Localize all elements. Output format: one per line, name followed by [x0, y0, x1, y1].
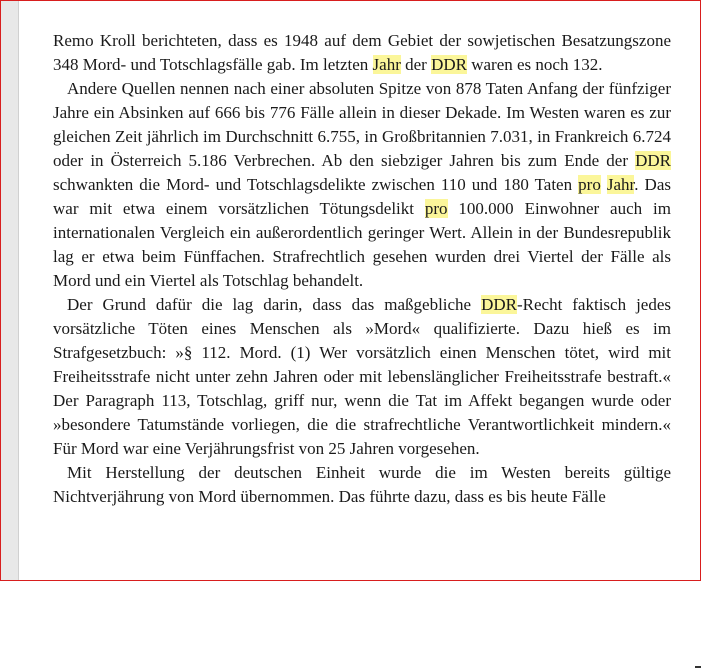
text-run: -Recht faktisch jedes vorsätzliche Töten eines Menschen als »Mord« qualifizierte. Dazu hieß es im Strafgesetzbuch: »§ 112. Mord. (1) Wer vorsätzlich einen Menschen tötet, wird mit Freiheitsstrafe nicht unter zehn Jahren oder mit lebenslänglicher Freiheitsstrafe bestraft.« Der Paragraph 113, Totschlag, griff nur, wenn die Tat im Affekt begangen wurde oder »besondere Tatumstände vorliegen, die die strafrechtliche Verantwortlichkeit mindern.« Für Mord war eine Verjährungsfrist von 25 Jahren vorgesehen.: [53, 295, 671, 458]
paragraph: [53, 293, 671, 461]
text-run: . Das war mit etwa einem vorsätzlichen Tötungsdelikt: [53, 175, 671, 218]
text-run: Der Grund dafür die lag darin, dass das maßgebliche: [67, 295, 482, 314]
text-run: Mit Herstellung der deutschen Einheit wurde die im Westen bereits gültige Nichtverjährung von Mord übernommen. Das führte dazu, dass es bis heute Fälle: [53, 463, 671, 506]
search-highlight: DDR: [481, 295, 517, 314]
search-highlight: Jahr: [606, 175, 635, 194]
search-highlight: pro: [424, 199, 448, 218]
paragraph: [53, 461, 671, 509]
text-run: 100.000 Einwohner auch im internationalen Vergleich ein außerordentlich geringer Wert. Allein in der Bundesrepublik lag er etwa beim Fünffachen. Strafrechtlich gesehen wurden drei Viertel der Fälle als Mord und ein Viertel als Totschlag behandelt.: [53, 199, 671, 290]
search-highlight: DDR: [431, 55, 467, 74]
search-highlight: Jahr: [372, 55, 401, 74]
text-run: waren es noch 132.: [466, 55, 603, 74]
page-gutter: [1, 1, 19, 580]
text-run: schwankten die Mord- und Totschlagsdelikte zwischen 110 und 180 Taten: [53, 175, 579, 194]
text-run: Remo Kroll berichteten, dass es 1948 auf dem Gebiet der sowjetischen Besatzungszone 348 Mord- und Totschlagsfälle gab. Im letzten: [53, 31, 671, 74]
document-body: [53, 29, 671, 509]
text-run: der: [400, 55, 432, 74]
text-run: Andere Quellen nennen nach einer absoluten Spitze von 878 Taten Anfang der fünfziger Jahre ein Absinken auf 666 bis 776 Fälle allein in dieser Dekade. Im Westen waren es zur gleichen Zeit jährlich im Durchschnitt 6.755, in Großbritannien 7.031, in Frankreich 6.724 oder in Österreich 5.186 Verbrechen. Ab den siebziger Jahren bis zum Ende der: [53, 79, 671, 170]
paragraph: [53, 29, 671, 77]
search-highlight: DDR: [635, 151, 671, 170]
text-run: [601, 175, 607, 194]
search-highlight: pro: [578, 175, 601, 194]
paragraph: [53, 77, 671, 293]
